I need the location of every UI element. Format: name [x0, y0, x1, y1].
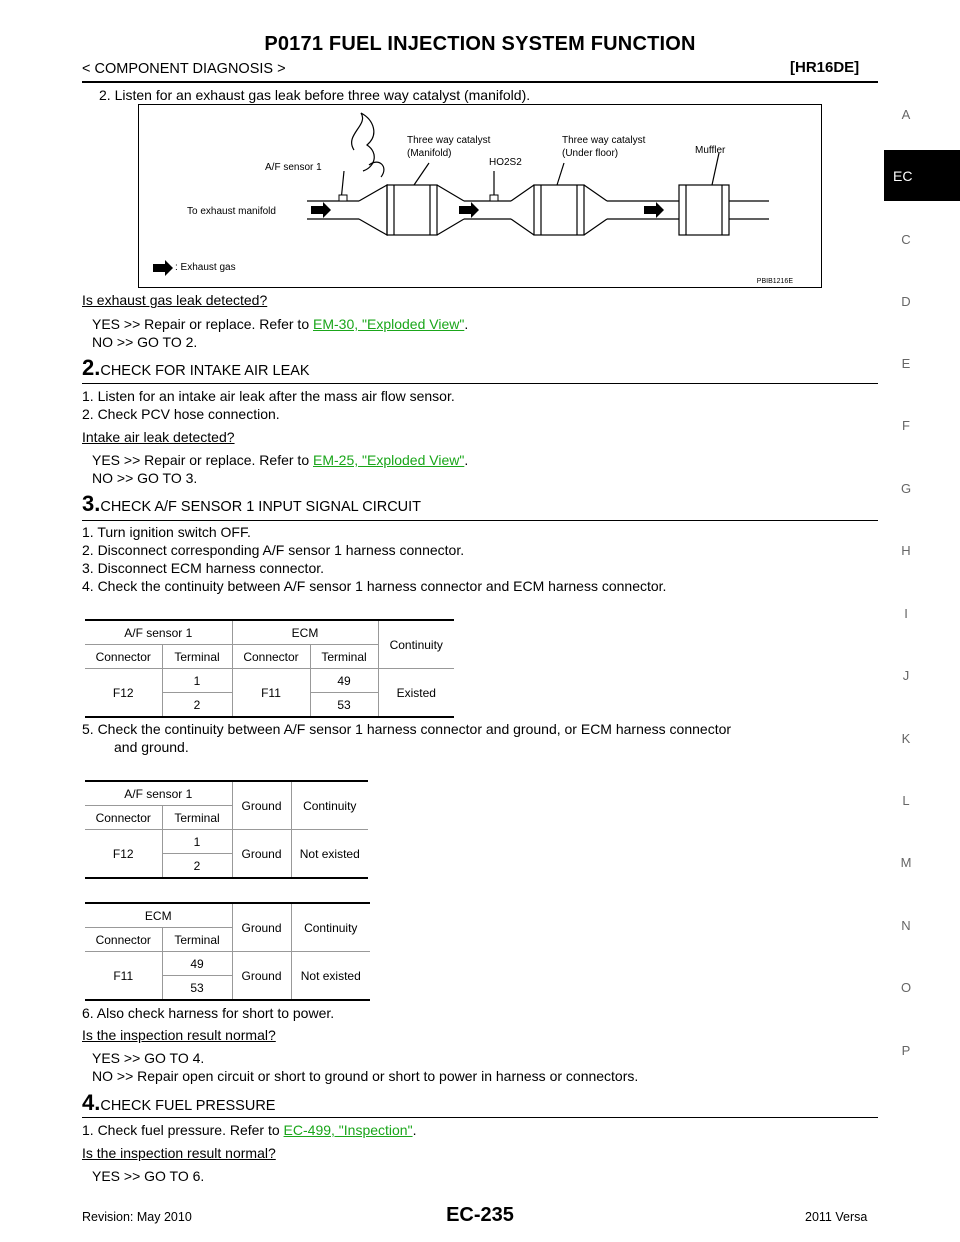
- side-index-c[interactable]: C: [901, 232, 911, 247]
- step-3-item-6: 6. Also check harness for short to power.: [82, 1005, 335, 1021]
- step-3-yes: YES >> GO TO 4.: [92, 1050, 205, 1066]
- step-4-item-1: [82, 1122, 416, 1138]
- step-2-yes-suffix: .: [464, 452, 469, 468]
- cell-connector-f11: F11: [232, 669, 310, 718]
- continuity-table-af-ecm: [85, 619, 454, 718]
- side-index-k[interactable]: K: [901, 731, 911, 746]
- footer-model: 2011 Versa: [805, 1210, 868, 1224]
- diagram-legend: : Exhaust gas: [175, 262, 236, 273]
- diagram-label-cat-manifold-1: Three way catalyst: [407, 135, 491, 146]
- continuity-table-ecm-ground: [85, 902, 370, 1001]
- th-ground: Ground: [232, 903, 291, 952]
- side-index-j[interactable]: J: [902, 668, 910, 683]
- side-index-f[interactable]: F: [902, 418, 910, 433]
- step-3-item-5-line-2: and ground.: [114, 739, 189, 755]
- th-terminal: Terminal: [162, 806, 232, 830]
- th-connector: Connector: [85, 806, 162, 830]
- diagram-label-cat-manifold-2: (Manifold): [407, 148, 452, 159]
- link-em-30[interactable]: EM-30, "Exploded View": [313, 316, 465, 332]
- side-index-d[interactable]: D: [901, 294, 911, 309]
- intro-yes-suffix: .: [464, 316, 469, 332]
- step-2-rule: [82, 383, 878, 384]
- step-2-item-1: 1. Listen for an intake air leak after the mass air flow sensor.: [82, 388, 455, 404]
- page-title: P0171 FUEL INJECTION SYSTEM FUNCTION: [264, 33, 696, 55]
- step-2-no: NO >> GO TO 3.: [92, 470, 198, 486]
- diagram-id: PBIB1216E: [756, 278, 793, 285]
- cell-terminal: 2: [162, 854, 232, 879]
- diagram-label-to-manifold: To exhaust manifold: [187, 206, 276, 217]
- footer-revision: Revision: May 2010: [82, 1210, 192, 1224]
- step-3-no: NO >> Repair open circuit or short to ground or short to power in harness or connectors.: [92, 1068, 639, 1084]
- engine-label: [HR16DE]: [790, 59, 860, 76]
- step-3-item-1: 1. Turn ignition switch OFF.: [82, 524, 251, 540]
- step-4-yes: YES >> GO TO 6.: [92, 1168, 205, 1184]
- cell-continuity-existed: Existed: [378, 669, 454, 718]
- step-3-item-5-line-1: 5. Check the continuity between A/F sensor 1 harness connector and ground, or ECM harness connector: [82, 721, 732, 737]
- exhaust-system-drawing: [139, 105, 821, 287]
- step-3-question: Is the inspection result normal?: [82, 1027, 276, 1043]
- th-connector: Connector: [232, 645, 310, 669]
- step-3-item-4: 4. Check the continuity between A/F sensor 1 harness connector and ECM harness connector.: [82, 578, 667, 594]
- step-3-item-3: 3. Disconnect ECM harness connector.: [82, 560, 325, 576]
- th-continuity: Continuity: [291, 903, 370, 952]
- diagram-label-cat-underfloor-1: Three way catalyst: [562, 135, 646, 146]
- side-index-g[interactable]: G: [900, 481, 912, 496]
- cell-ground: Ground: [232, 830, 291, 879]
- intro-question: Is exhaust gas leak detected?: [82, 292, 268, 308]
- cell-terminal: 49: [310, 669, 378, 693]
- side-index-l[interactable]: L: [902, 793, 910, 808]
- step-3-number: 3.: [82, 491, 101, 516]
- step-4-heading: [82, 1090, 275, 1116]
- intro-yes-text: YES >> Repair or replace. Refer to: [92, 316, 313, 332]
- step-4-title: CHECK FUEL PRESSURE: [100, 1098, 276, 1114]
- exhaust-diagram: [138, 104, 822, 288]
- side-index-n[interactable]: N: [901, 918, 911, 933]
- step-2-item-2: 2. Check PCV hose connection.: [82, 406, 280, 422]
- cell-continuity-not-existed: Not existed: [291, 952, 370, 1001]
- side-index-m[interactable]: M: [900, 855, 912, 870]
- cell-terminal: 49: [162, 952, 232, 976]
- th-ecm: ECM: [85, 903, 232, 928]
- side-index-i[interactable]: I: [904, 606, 908, 621]
- intro-instruction: 2. Listen for an exhaust gas leak before three way catalyst (manifold).: [99, 87, 531, 103]
- th-connector: Connector: [85, 928, 162, 952]
- step-3-heading: [82, 491, 421, 517]
- side-index-h[interactable]: H: [901, 543, 911, 558]
- th-continuity: Continuity: [378, 620, 454, 669]
- th-af-sensor: A/F sensor 1: [85, 781, 232, 806]
- step-2-question: Intake air leak detected?: [82, 429, 235, 445]
- step-3-rule: [82, 520, 878, 521]
- intro-no: NO >> GO TO 2.: [92, 334, 198, 350]
- th-af-sensor: A/F sensor 1: [85, 620, 232, 645]
- th-terminal: Terminal: [162, 928, 232, 952]
- side-index-e[interactable]: E: [901, 356, 911, 371]
- th-terminal: Terminal: [162, 645, 232, 669]
- side-index-p[interactable]: P: [901, 1043, 911, 1058]
- cell-terminal: 1: [162, 830, 232, 854]
- cell-terminal: 53: [162, 976, 232, 1001]
- link-em-25[interactable]: EM-25, "Exploded View": [313, 452, 465, 468]
- cell-terminal: 2: [162, 693, 232, 718]
- step-3-item-2: 2. Disconnect corresponding A/F sensor 1 harness connector.: [82, 542, 465, 558]
- continuity-table-af-ground: [85, 780, 368, 879]
- step-4-rule: [82, 1117, 878, 1118]
- diagram-label-ho2s2: HO2S2: [489, 157, 522, 168]
- diagram-label-cat-underfloor-2: (Under floor): [562, 148, 619, 159]
- th-ground: Ground: [232, 781, 291, 830]
- link-ec-499[interactable]: EC-499, "Inspection": [283, 1122, 413, 1138]
- step-4-question: Is the inspection result normal?: [82, 1145, 276, 1161]
- cell-connector-f12: F12: [85, 830, 162, 879]
- step-4-number: 4.: [82, 1090, 101, 1115]
- step-4-item-text: 1. Check fuel pressure. Refer to: [82, 1122, 284, 1138]
- diagram-label-af-sensor: A/F sensor 1: [265, 162, 322, 173]
- th-terminal: Terminal: [310, 645, 378, 669]
- intro-yes: [92, 316, 468, 332]
- step-4-item-suffix: .: [412, 1122, 417, 1138]
- side-index-o[interactable]: O: [900, 980, 912, 995]
- cell-connector-f11: F11: [85, 952, 162, 1001]
- cell-connector-f12: F12: [85, 669, 162, 718]
- step-2-yes: [92, 452, 468, 468]
- side-index-ec-active[interactable]: EC: [884, 150, 960, 201]
- step-2-title: CHECK FOR INTAKE AIR LEAK: [100, 363, 310, 379]
- side-index-a[interactable]: A: [901, 107, 911, 122]
- th-continuity: Continuity: [291, 781, 368, 830]
- diagram-label-muffler: Muffler: [695, 145, 726, 156]
- th-ecm: ECM: [232, 620, 378, 645]
- header-rule: [82, 81, 878, 83]
- step-3-title: CHECK A/F SENSOR 1 INPUT SIGNAL CIRCUIT: [100, 499, 422, 515]
- footer-page-number: EC-235: [446, 1204, 514, 1226]
- th-connector: Connector: [85, 645, 162, 669]
- cell-continuity-not-existed: Not existed: [291, 830, 368, 879]
- cell-terminal: 1: [162, 669, 232, 693]
- step-2-yes-text: YES >> Repair or replace. Refer to: [92, 452, 313, 468]
- section-label: < COMPONENT DIAGNOSIS >: [82, 61, 286, 77]
- step-2-number: 2.: [82, 355, 101, 380]
- cell-terminal: 53: [310, 693, 378, 718]
- cell-ground: Ground: [232, 952, 291, 1001]
- step-2-heading: [82, 355, 310, 381]
